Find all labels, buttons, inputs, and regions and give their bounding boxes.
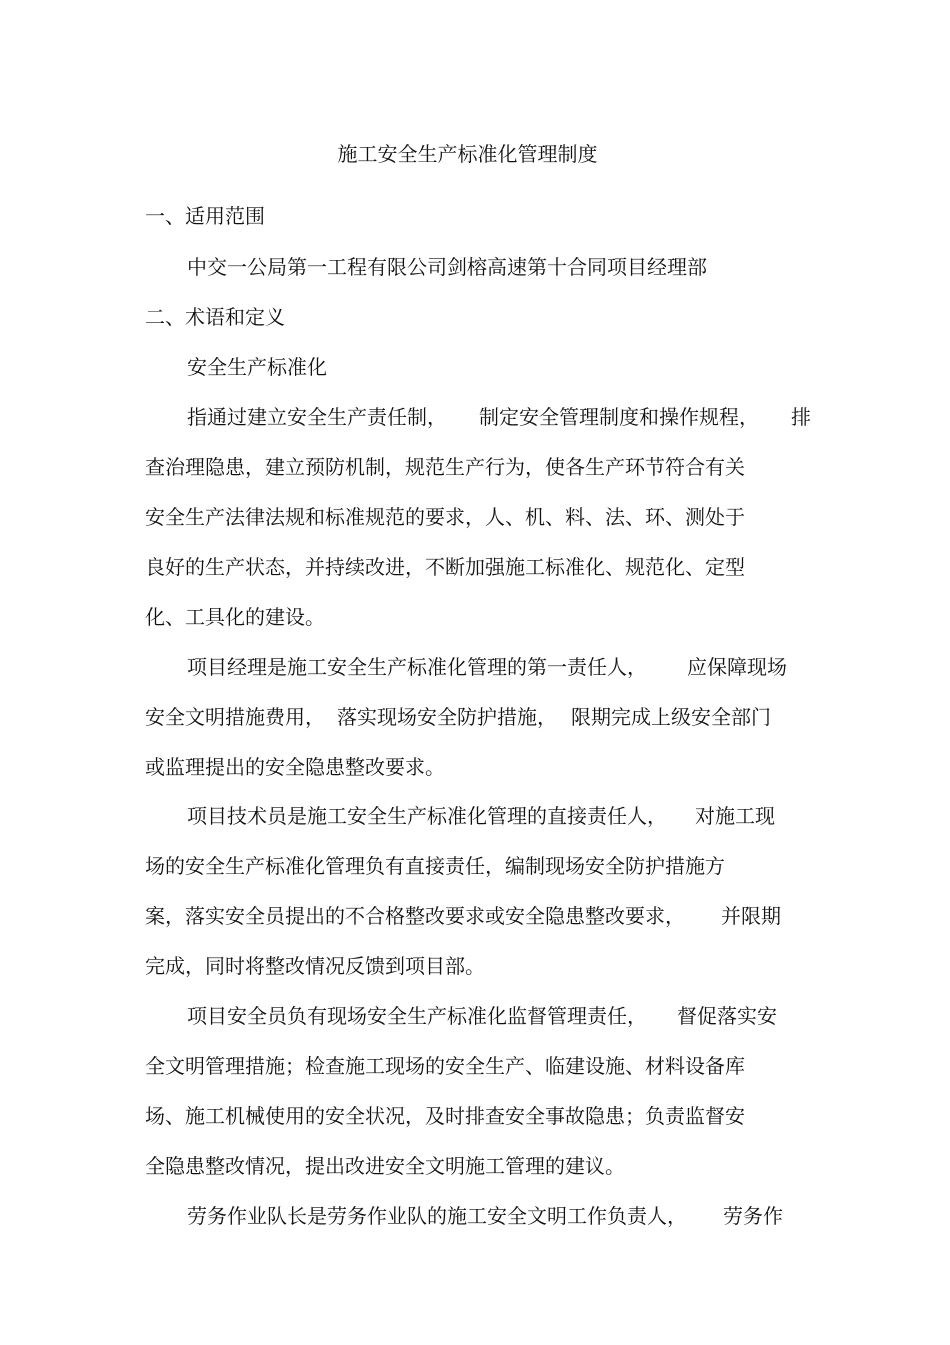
paragraph-line	[0, 1003, 950, 1029]
text-segment: 应保障现场	[687, 655, 787, 679]
text-segment: 并限期	[721, 904, 781, 928]
paragraph-line: 或监理提出的安全隐患整改要求。	[145, 755, 445, 779]
paragraph-line	[0, 803, 950, 829]
section-heading-scope: 一、适用范围	[145, 204, 265, 228]
document-title: 施工安全生产标准化管理制度	[337, 142, 598, 166]
text-segment: 劳务作业队长是劳务作业队的施工安全文明工作负责人，	[187, 1204, 687, 1228]
text-segment: 项目技术员是施工安全生产标准化管理的直接责任人，	[187, 804, 667, 828]
text-segment: 项目经理是施工安全生产标准化管理的第一责任人，	[187, 655, 647, 679]
paragraph-line: 查治理隐患，建立预防机制，规范生产行为，使各生产环节符合有关	[145, 455, 745, 479]
paragraph-line: 完成，同时将整改情况反馈到项目部。	[145, 954, 485, 978]
text-segment: 落实现场安全防护措施，	[337, 705, 557, 729]
scope-text: 中交一公局第一工程有限公司剑榕高速第十合同项目经理部	[187, 255, 707, 279]
paragraph-line: 场的安全生产标准化管理负有直接责任，编制现场安全防护措施方	[145, 854, 725, 878]
text-segment: 限期完成上级安全部门	[571, 705, 771, 729]
paragraph-line	[0, 903, 950, 929]
text-segment: 劳务作	[723, 1204, 783, 1228]
paragraph-line: 良好的生产状态，并持续改进，不断加强施工标准化、规范化、定型	[145, 555, 745, 579]
paragraph-line: 场、施工机械使用的安全状况，及时排查安全事故隐患；负责监督安	[145, 1104, 745, 1128]
text-segment: 指通过建立安全生产责任制，	[187, 405, 447, 429]
paragraph-line	[0, 1203, 950, 1229]
text-segment: 项目安全员负有现场安全生产标准化监督管理责任，	[187, 1004, 647, 1028]
text-segment: 制定安全管理制度和操作规程，	[479, 405, 759, 429]
term-name: 安全生产标准化	[187, 355, 327, 379]
text-segment: 安全文明措施费用，	[145, 705, 325, 729]
paragraph-line: 全隐患整改情况，提出改进安全文明施工管理的建议。	[145, 1154, 625, 1178]
text-segment: 排	[791, 405, 811, 429]
section-heading-terms: 二、术语和定义	[145, 305, 285, 329]
paragraph-line: 化、工具化的建设。	[145, 605, 325, 629]
text-segment: 督促落实安	[677, 1004, 777, 1028]
paragraph-line	[0, 404, 950, 430]
text-segment: 案，落实安全员提出的不合格整改要求或安全隐患整改要求，	[145, 904, 685, 928]
paragraph-line	[0, 654, 950, 680]
text-segment: 对施工现	[695, 804, 775, 828]
paragraph-line: 全文明管理措施；检查施工现场的安全生产、临建设施、材料设备库	[145, 1054, 745, 1078]
paragraph-line	[0, 704, 950, 730]
paragraph-line: 安全生产法律法规和标准规范的要求，人、机、料、法、环、测处于	[145, 505, 745, 529]
